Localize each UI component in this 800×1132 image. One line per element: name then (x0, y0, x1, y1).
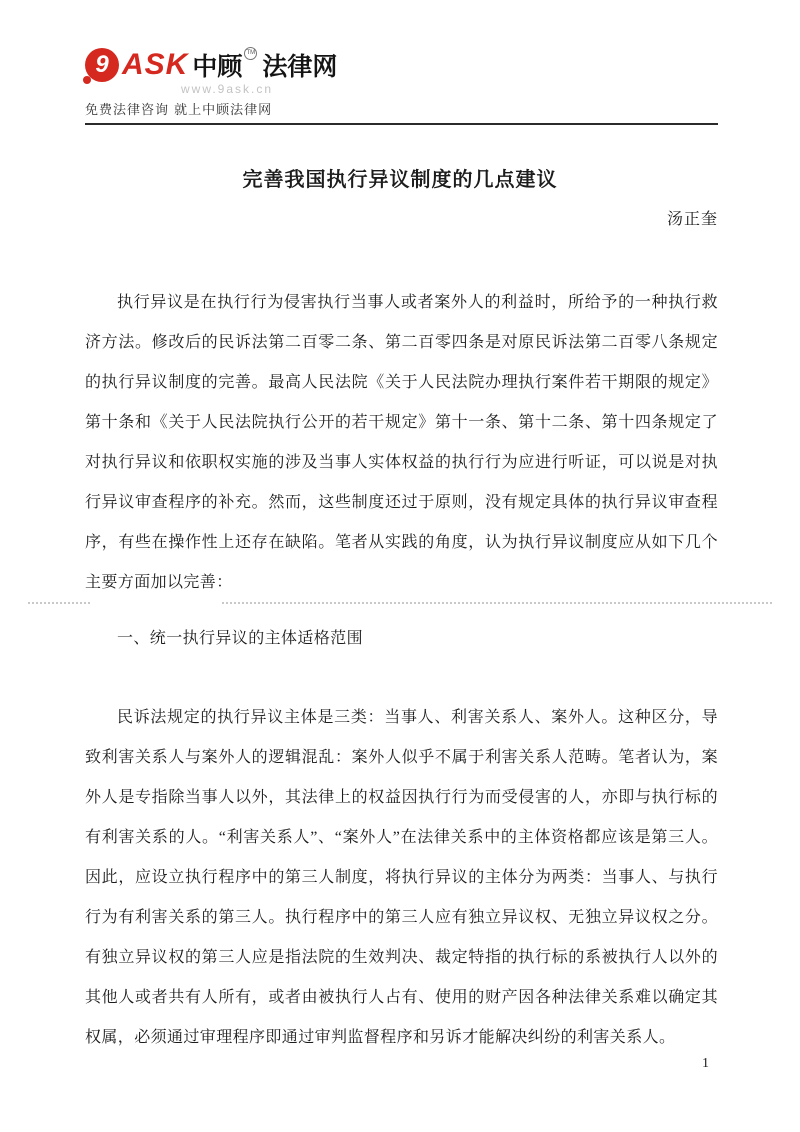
page-number: 1 (702, 1056, 709, 1071)
9ask-logo-icon: 9 (85, 48, 119, 82)
site-header (85, 45, 718, 125)
dotted-divider-segment-left (28, 602, 90, 604)
logo-ask-text: ASK (122, 48, 189, 81)
section-heading-1: 一、统一执行异议的主体适格范围 (117, 630, 364, 647)
site-tagline: 免费法律咨询 就上中顾法律网 (85, 103, 273, 118)
site-logo (85, 45, 718, 85)
article-title: 完善我国执行异议制度的几点建议 (242, 169, 558, 192)
page-break-dotted-divider (0, 602, 800, 605)
paragraph-intro: 执行异议是在执行行为侵害执行当事人或者案外人的利益时，所给予的一种执行救济方法。修改后的民诉法第二百零二条、第二百零四条是对原民诉法第二百零八条规定的执行异议制度的完善。最高人民法院《关于人民法院办理执行案件若干期限的规定》第十条和《关于人民法院执行公开的若干规定》第十一条、第十二条、第十四条规定了对执行异议和依职权实施的涉及当事人实体权益的执行行为应进行听证，可以说是对执行异议审查程序的补充。然而，这些制度还过于原则，没有规定具体的执行异议审查程序，有些在操作性上还存在缺陷。笔者从实践的角度，认为执行异议制度应从如下几个主要方面加以完善： (85, 294, 718, 591)
site-url: www.9ask.cn (181, 82, 274, 96)
logo-brand-cn: 中顾 (192, 52, 243, 81)
article-author: 汤正奎 (666, 211, 718, 228)
trademark-icon: TM (244, 47, 257, 60)
logo-brand-suffix: 法律网 (262, 52, 338, 81)
paragraph-section-1: 民诉法规定的执行异议主体是三类：当事人、利害关系人、案外人。这种区分，导致利害关系人与案外人的逻辑混乱：案外人似乎不属于利害关系人范畴。笔者认为，案外人是专指除当事人以外，其法律上的权益因执行行为而受侵害的人，亦即与执行标的有利害关系的人。“利害关系人”、“案外人”在法律关系中的主体资格都应该是第三人。因此，应设立执行程序中的第三人制度，将执行异议的主体分为两类：当事人、与执行行为有利害关系的第三人。执行程序中的第三人应有独立异议权、无独立异议权之分。有独立异议权的第三人应是指法院的生效判决、裁定特指的执行标的系被执行人以外的其他人或者共有人所有，或者由被执行人占有、使用的财产因各种法律关系难以确定其权属，必须通过审理程序即通过审判监督程序和另诉才能解决纠纷的利害关系人。 (85, 709, 718, 1046)
dotted-divider-segment-right (222, 602, 772, 604)
header-divider (85, 123, 718, 125)
